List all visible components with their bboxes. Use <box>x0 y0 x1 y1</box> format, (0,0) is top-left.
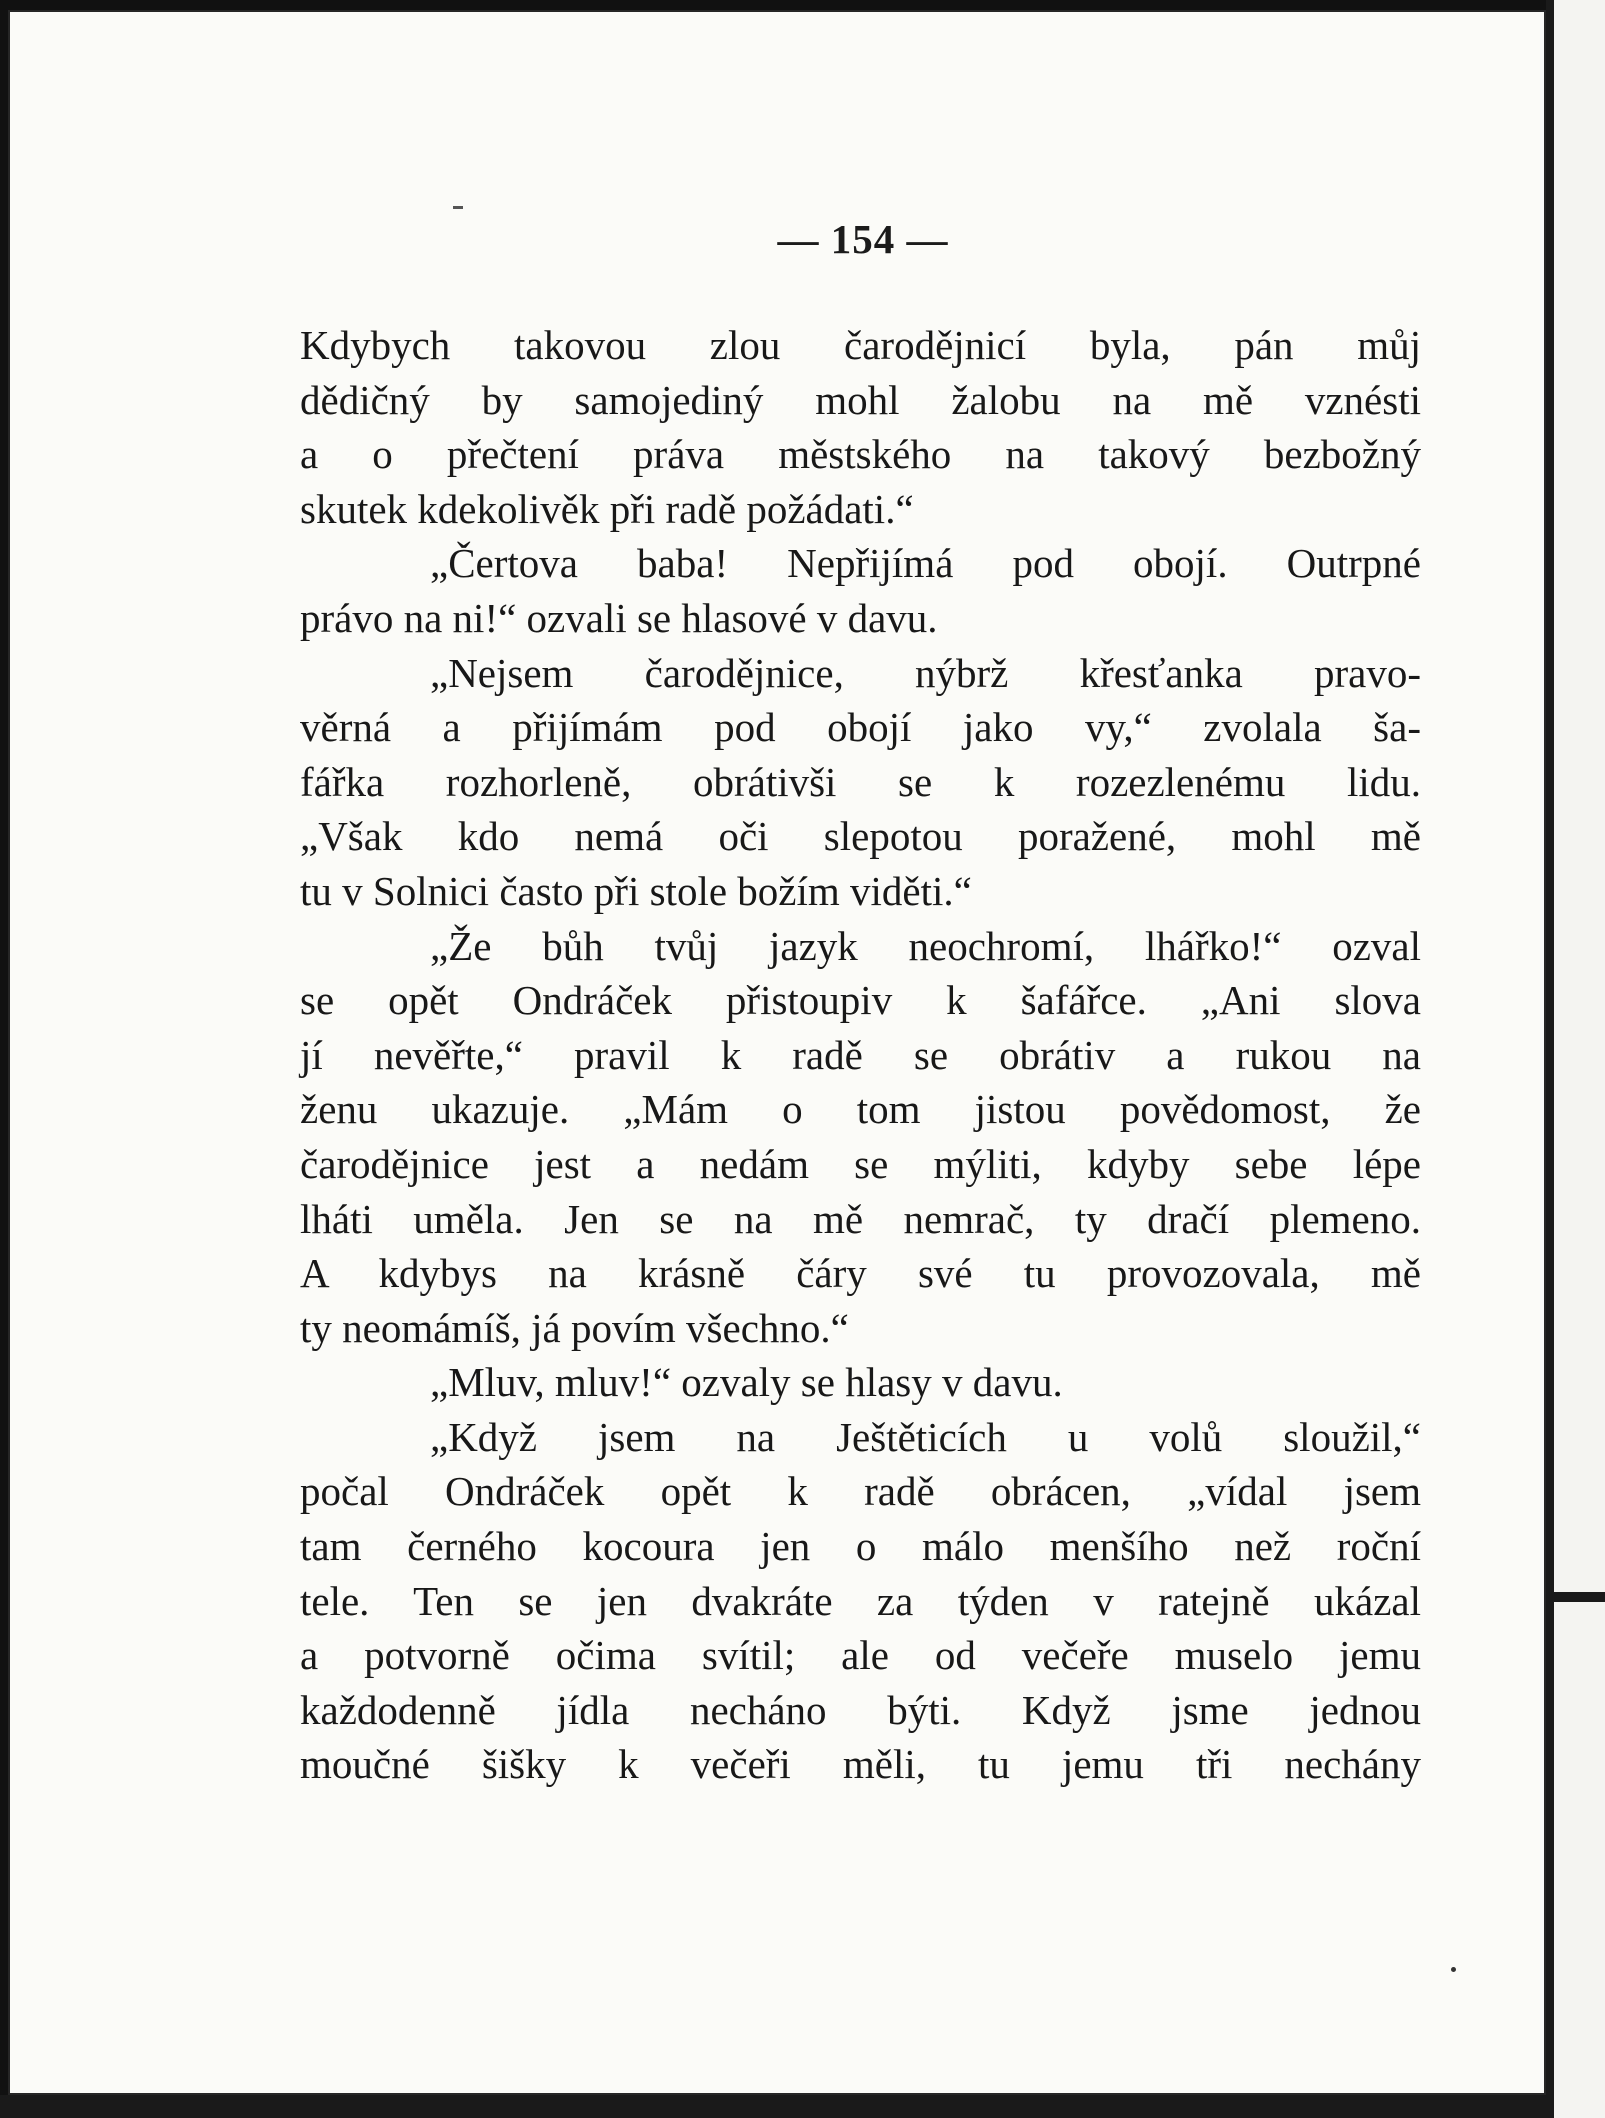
text-line: moučné šišky k večeři měli, tu jemu tři nechány <box>300 1741 1421 1788</box>
text-line: „Nejsem čarodějnice, nýbrž křesťanka pravo- <box>430 649 1421 696</box>
scan-border <box>0 2095 1546 2118</box>
text-line: „Mluv, mluv!“ ozvaly se hlasy v davu. <box>430 1359 1063 1406</box>
text-line: tam černého kocoura jen o málo menšího než roční <box>300 1523 1421 1570</box>
book-page <box>8 10 1546 2095</box>
text-line: skutek kdekolivěk při radě požádati.“ <box>300 485 914 532</box>
text-line: se opět Ondráček přistoupiv k šafářce. „Ani slova <box>300 977 1421 1024</box>
text-line: ty neomámíš, já povím všechno.“ <box>300 1304 849 1351</box>
text-line: právo na ni!“ ozvali se hlasové v davu. <box>300 594 938 641</box>
text-line: fářka rozhorleně, obrátivši se k rozezlenému lidu. <box>300 758 1421 805</box>
text-line: každodenně jídla necháno býti. Když jsme jednou <box>300 1686 1421 1733</box>
text-line: tele. Ten se jen dvakráte za týden v ratejně ukázal <box>300 1577 1421 1624</box>
text-line: „Však kdo nemá oči slepotou poražené, mohl mě <box>300 813 1421 860</box>
page-number: — 154 — <box>777 216 949 262</box>
text-line: dědičný by samojediný mohl žalobu na mě vznésti <box>300 376 1421 423</box>
text-line: Kdybych takovou zlou čarodějnicí byla, pán můj <box>300 322 1421 368</box>
text-line: čarodějnice jest a nedám se mýliti, kdyby sebe lépe <box>300 1140 1421 1187</box>
page-edge-mark <box>1554 1592 1605 1602</box>
text-line: jí nevěřte,“ pravil k radě se obrátiv a rukou na <box>300 1031 1421 1078</box>
print-speck <box>453 206 463 209</box>
text-line: počal Ondráček opět k radě obrácen, „vídal jsem <box>300 1468 1421 1515</box>
text-line: „Že bůh tvůj jazyk neochromí, lhářko!“ ozval <box>430 922 1421 969</box>
print-speck <box>1451 1967 1456 1972</box>
text-line: ženu ukazuje. „Mám o tom jistou povědomost, že <box>300 1086 1421 1133</box>
text-line: a o přečtení práva městského na takový bezbožný <box>300 431 1421 478</box>
body-text <box>300 318 1421 1792</box>
text-line: tu v Solnici často při stole božím viděti.“ <box>300 867 972 914</box>
text-line: A kdybys na krásně čáry své tu provozovala, mě <box>300 1250 1421 1297</box>
text-line: věrná a přijímám pod obojí jako vy,“ zvolala ša- <box>300 704 1421 751</box>
text-line: „Když jsem na Ještěticích u volů sloužil,“ <box>430 1413 1421 1460</box>
text-line: „Čertova baba! Nepřijímá pod obojí. Outrpné <box>430 540 1421 587</box>
text-line: lháti uměla. Jen se na mě nemrač, ty dračí plemeno. <box>300 1195 1421 1242</box>
text-line: a potvorně očima svítil; ale od večeře muselo jemu <box>300 1632 1421 1679</box>
adjacent-page-edge <box>1546 0 1605 2118</box>
